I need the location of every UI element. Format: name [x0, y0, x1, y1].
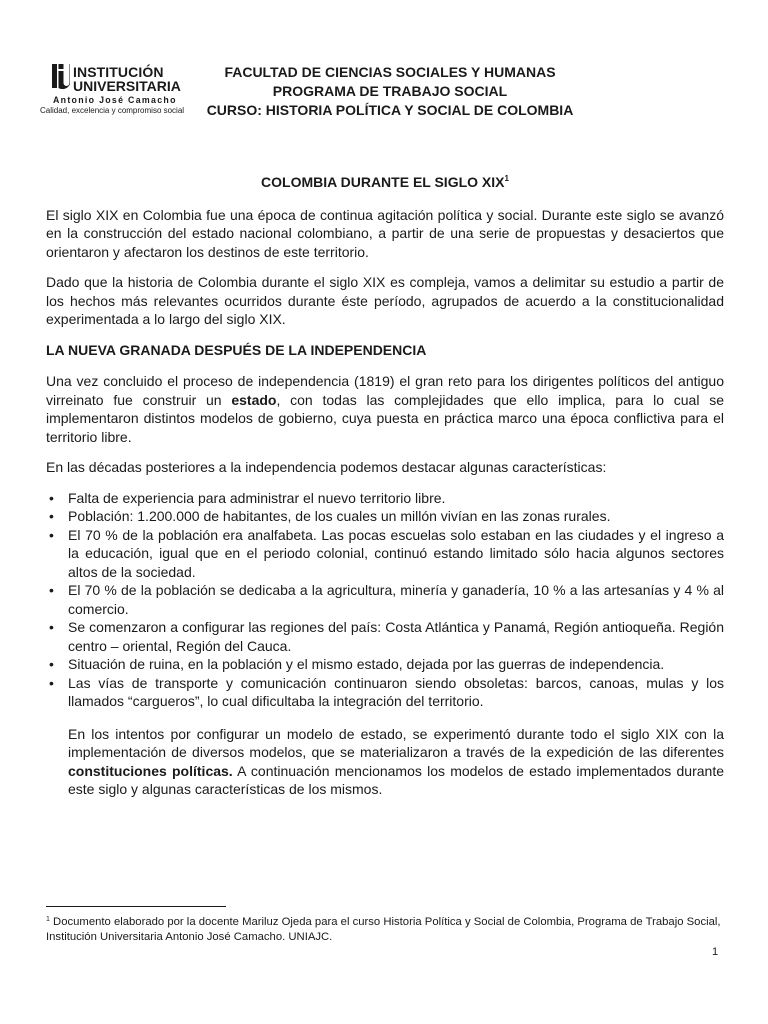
paragraph-constitutions-bold: constituciones políticas. — [68, 762, 233, 779]
paragraph-characteristics-intro: En las décadas posteriores a la independencia podemos destacar algunas características: — [46, 459, 607, 475]
section-heading: LA NUEVA GRANADA DESPUÉS DE LA INDEPENDENCIA — [46, 341, 427, 358]
document-header — [190, 63, 590, 120]
header-faculty: FACULTAD DE CIENCIAS SOCIALES Y HUMANAS — [224, 64, 556, 80]
title-footnote-mark: 1 — [504, 174, 509, 183]
bullet-icon: • — [49, 619, 54, 635]
footnote-divider — [46, 906, 226, 907]
page-number: 1 — [712, 946, 719, 958]
document-title — [46, 170, 724, 192]
logo-emblem-icon — [52, 64, 70, 94]
header-program: PROGRAMA DE TRABAJO SOCIAL — [272, 83, 508, 99]
bullet-icon: • — [49, 489, 54, 506]
paragraph-scope: Dado que la historia de Colombia durante el siglo XIX es compleja, vamos a delimitar su estudio a partir de los hechos más relevantes ocurridos durante éste período, agrupados de acuerdo a la constitucionalidad experimentada a lo largo del siglo XIX. — [46, 274, 724, 327]
bullet-icon: • — [49, 526, 54, 543]
institution-logo — [40, 60, 192, 124]
list-item-text: Falta de experiencia para administrar el nuevo territorio libre. — [68, 489, 446, 506]
list-item-text: Las vías de transporte y comunicación continuaron siendo obsoletas: barcos, canoas, mulas y los llamados “cargueros”, lo cual dificultaba la integración del territorio. — [68, 674, 724, 709]
bullet-icon: • — [49, 674, 54, 691]
list-item — [46, 507, 724, 526]
footnote — [46, 912, 724, 945]
list-item — [46, 655, 724, 674]
bullet-icon: • — [49, 656, 54, 672]
list-item — [46, 581, 724, 618]
paragraph-independence-after: , con todas las complejidades que ello implica, para lo cual se implementaron distintos modelos de gobierno, cuya puesta en práctica marco una época conflictiva para el territorio libre. — [46, 391, 724, 445]
list-item — [46, 618, 724, 655]
logo-tagline: Calidad, excelencia y compromiso social — [40, 106, 185, 115]
bullet-icon: • — [49, 508, 54, 524]
header-course: CURSO: HISTORIA POLÍTICA Y SOCIAL DE COLOMBIA — [206, 102, 574, 118]
paragraph-intro: El siglo XIX en Colombia fue una época de continua agitación política y social. Durante este siglo se avanzó en la construcción del estado nacional colombiano, a partir de una serie de propuestas y desaciertos que orientaron y afectaron los destinos de este territorio. — [46, 206, 724, 260]
list-item — [46, 674, 724, 711]
paragraph-independence-before: Una vez concluido el proceso de independencia (1819) el gran reto para los dirigentes políticos del antiguo virreinato fue construir un — [46, 373, 724, 408]
list-item-text: El 70 % de la población se dedicaba a la agricultura, minería y ganadería, 10 % a las artesanías y 4 % al comercio. — [68, 582, 724, 617]
logo-line-name: Antonio José Camacho — [53, 95, 177, 105]
paragraph-constitutions — [68, 725, 724, 799]
footnote-text: Documento elaborado por la docente Mariluz Ojeda para el curso Historia Política y Social de Colombia, Programa de Trabajo Social, Institución Universitaria Antonio José Camacho. UNIAJC. — [46, 916, 721, 943]
document-body — [46, 170, 724, 811]
document-title-text: COLOMBIA DURANTE EL SIGLO XIX — [261, 174, 505, 190]
characteristics-list — [46, 489, 724, 711]
logo-line-universitaria: UNIVERSITARIA — [73, 78, 181, 94]
paragraph-constitutions-before: En los intentos por configurar un modelo de estado, se experimentó durante todo el siglo XIX con la implementación de diversos modelos, que se materializaron a través de la expedición de las diferentes — [68, 725, 724, 760]
paragraph-independence-bold: estado — [231, 391, 277, 408]
paragraph-independence — [46, 372, 724, 446]
list-item-text: El 70 % de la población era analfabeta. Las pocas escuelas solo estaban en las ciudades y el ingreso a la educación, igual que en el periodo colonial, continuó estando limitado sólo hacia algunos sectores altos de la sociedad. — [68, 526, 724, 580]
bullet-icon: • — [49, 582, 54, 598]
logo-line-institucion: INSTITUCIÓN — [73, 64, 164, 80]
list-item — [46, 489, 724, 508]
list-item-text: Situación de ruina, en la población y el mismo estado, dejada por las guerras de independencia. — [68, 656, 665, 672]
paragraph-constitutions-after: A continuación mencionamos los modelos de estado implementados durante este siglo y algunas características de los mismos. — [68, 762, 724, 797]
list-item-text: Se comenzaron a configurar las regiones del país: Costa Atlántica y Panamá, Región antioqueña. Región centro – oriental, Región del Cauca. — [68, 619, 724, 654]
list-item-text: Población: 1.200.000 de habitantes, de los cuales un millón vivían en las zonas rurales. — [68, 508, 611, 524]
footnote-mark: 1 — [46, 916, 50, 923]
list-item — [46, 526, 724, 582]
